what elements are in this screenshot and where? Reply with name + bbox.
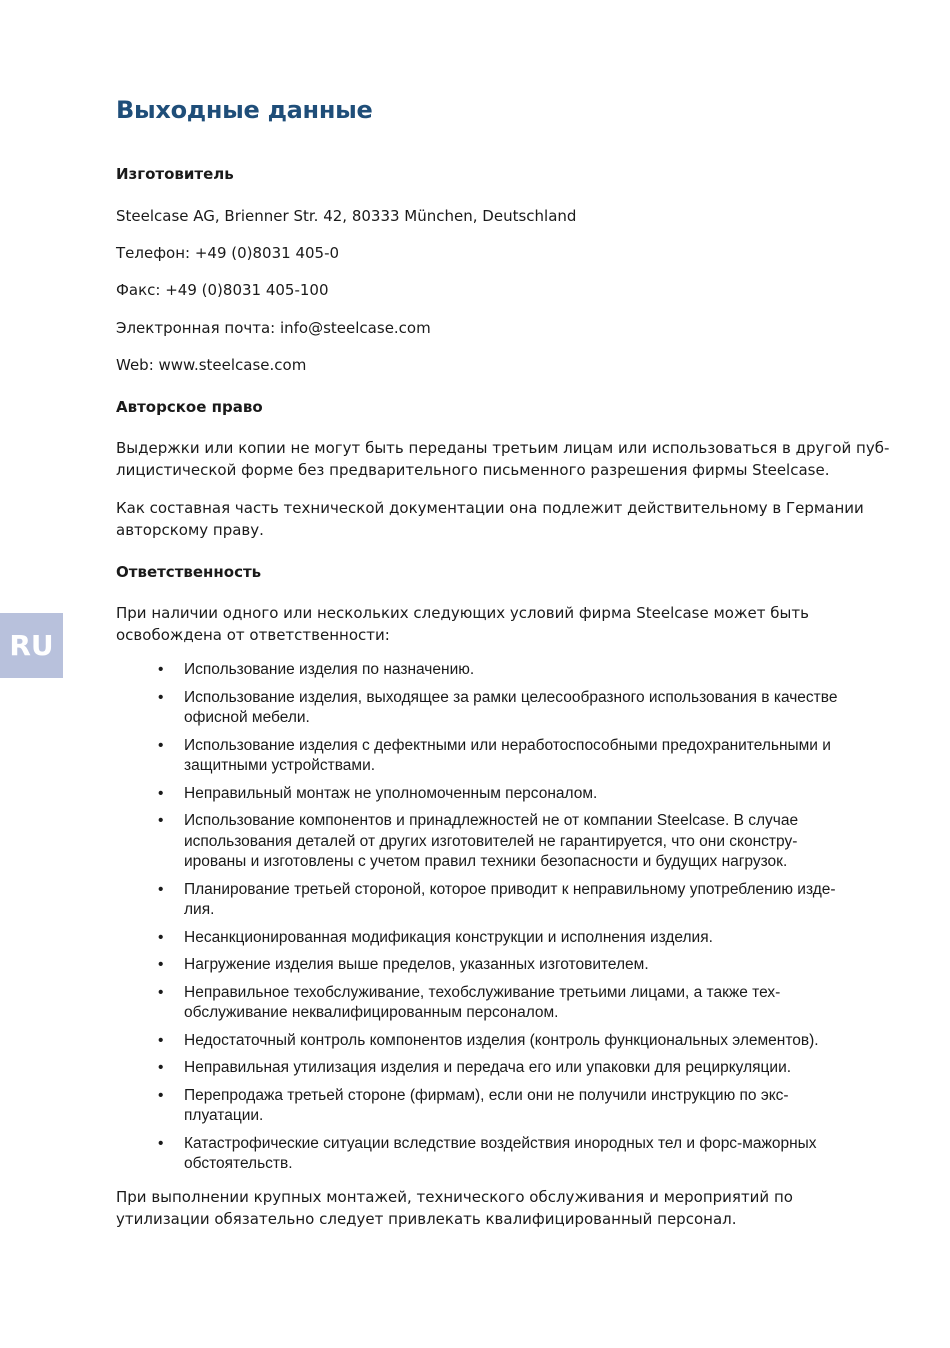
list-item-text: Недостаточный контроль компонентов изделия (контроль функциональных элементов). <box>184 1031 819 1049</box>
bullet-icon: • <box>158 1059 164 1076</box>
bullet-icon: • <box>158 784 164 802</box>
list-item-text: Планирование третьей стороной, которое приводит к неправильному употреблению изде- лия. <box>184 880 836 918</box>
list-item <box>116 784 891 805</box>
manufacturer-heading: Изготовитель <box>116 165 234 183</box>
bullet-icon: • <box>158 983 164 1001</box>
list-item-text: Неправильная утилизация изделия и передача его или упаковки для рециркуляции. <box>184 1059 792 1076</box>
manufacturer-web: Web: www.steelcase.com <box>116 356 307 374</box>
liability-heading: Ответственность <box>116 563 262 581</box>
language-tab: RU <box>0 613 63 678</box>
list-item <box>116 660 891 681</box>
copyright-paragraph-1: Выдержки или копии не могут быть переданы третьим лицам или использоваться в другой пуб- лицистической форме без предварительного письменного разрешения фирмы Steelcase. <box>116 439 890 479</box>
bullet-icon: • <box>158 880 164 898</box>
list-item <box>116 1134 891 1175</box>
list-item <box>116 1058 891 1079</box>
copyright-paragraph-2: Как составная часть технической документации она подлежит действительному в Германии авторскому праву. <box>116 499 864 539</box>
page-title: Выходные данные <box>116 96 373 124</box>
manufacturer-fax: Факс: +49 (0)8031 405-100 <box>116 281 329 299</box>
list-item-text: Несанкционированная модификация конструкции и исполнения изделия. <box>184 928 713 946</box>
liability-conditions-list <box>116 660 891 1182</box>
list-item <box>116 955 891 976</box>
bullet-icon: • <box>158 956 164 973</box>
list-item-text: Неправильный монтаж не уполномоченным персоналом. <box>184 784 598 802</box>
bullet-icon: • <box>158 736 164 754</box>
list-item <box>116 928 891 949</box>
list-item-text: Использование изделия с дефектными или неработоспособными предохранительными и защитными устройствами. <box>184 736 831 774</box>
bullet-icon: • <box>158 812 164 829</box>
list-item <box>116 1031 891 1052</box>
list-item <box>116 736 891 777</box>
bullet-icon: • <box>158 928 164 946</box>
list-item-text: Катастрофические ситуации вследствие воздействия инородных тел и форс-мажорных обстоятельств. <box>184 1134 817 1172</box>
liability-intro: При наличии одного или нескольких следующих условий фирма Steelcase может быть освобождена от ответственности: <box>116 604 809 644</box>
liability-closing: При выполнении крупных монтажей, технического обслуживания и мероприятий по утилизации обязательно следует привлекать квалифицированный персонал. <box>116 1188 793 1228</box>
manufacturer-email: Электронная почта: info@steelcase.com <box>116 319 431 337</box>
manufacturer-address: Steelcase AG, Brienner Str. 42, 80333 München, Deutschland <box>116 207 577 225</box>
list-item <box>116 811 891 873</box>
list-item-text: Перепродажа третьей стороне (фирмам), если они не получили инструкцию по экс- плуатации. <box>184 1086 789 1124</box>
list-item <box>116 880 891 921</box>
list-item-text: Использование изделия, выходящее за рамки целесообразного использования в качестве офисной мебели. <box>184 688 838 726</box>
bullet-icon: • <box>158 1031 164 1049</box>
list-item-text: Использование компонентов и принадлежностей не от компании Steelcase. В случае использования деталей от других изготовителей не гарантируется, что они сконстру- ированы и изготовлены с учетом правил техники безопасности и будущих нагрузок. <box>184 812 799 870</box>
copyright-heading: Авторское право <box>116 398 263 416</box>
list-item-text: Неправильное техобслуживание, техобслуживание третьими лицами, а также тех- обслуживание неквалифицированным персоналом. <box>184 983 781 1021</box>
bullet-icon: • <box>158 1086 164 1104</box>
bullet-icon: • <box>158 661 164 678</box>
list-item-text: Использование изделия по назначению. <box>184 661 475 678</box>
bullet-icon: • <box>158 688 164 706</box>
list-item-text: Нагружение изделия выше пределов, указанных изготовителем. <box>184 956 649 973</box>
bullet-icon: • <box>158 1134 164 1152</box>
list-item <box>116 983 891 1024</box>
list-item <box>116 1086 891 1127</box>
list-item <box>116 688 891 729</box>
manufacturer-phone: Телефон: +49 (0)8031 405-0 <box>116 244 340 262</box>
